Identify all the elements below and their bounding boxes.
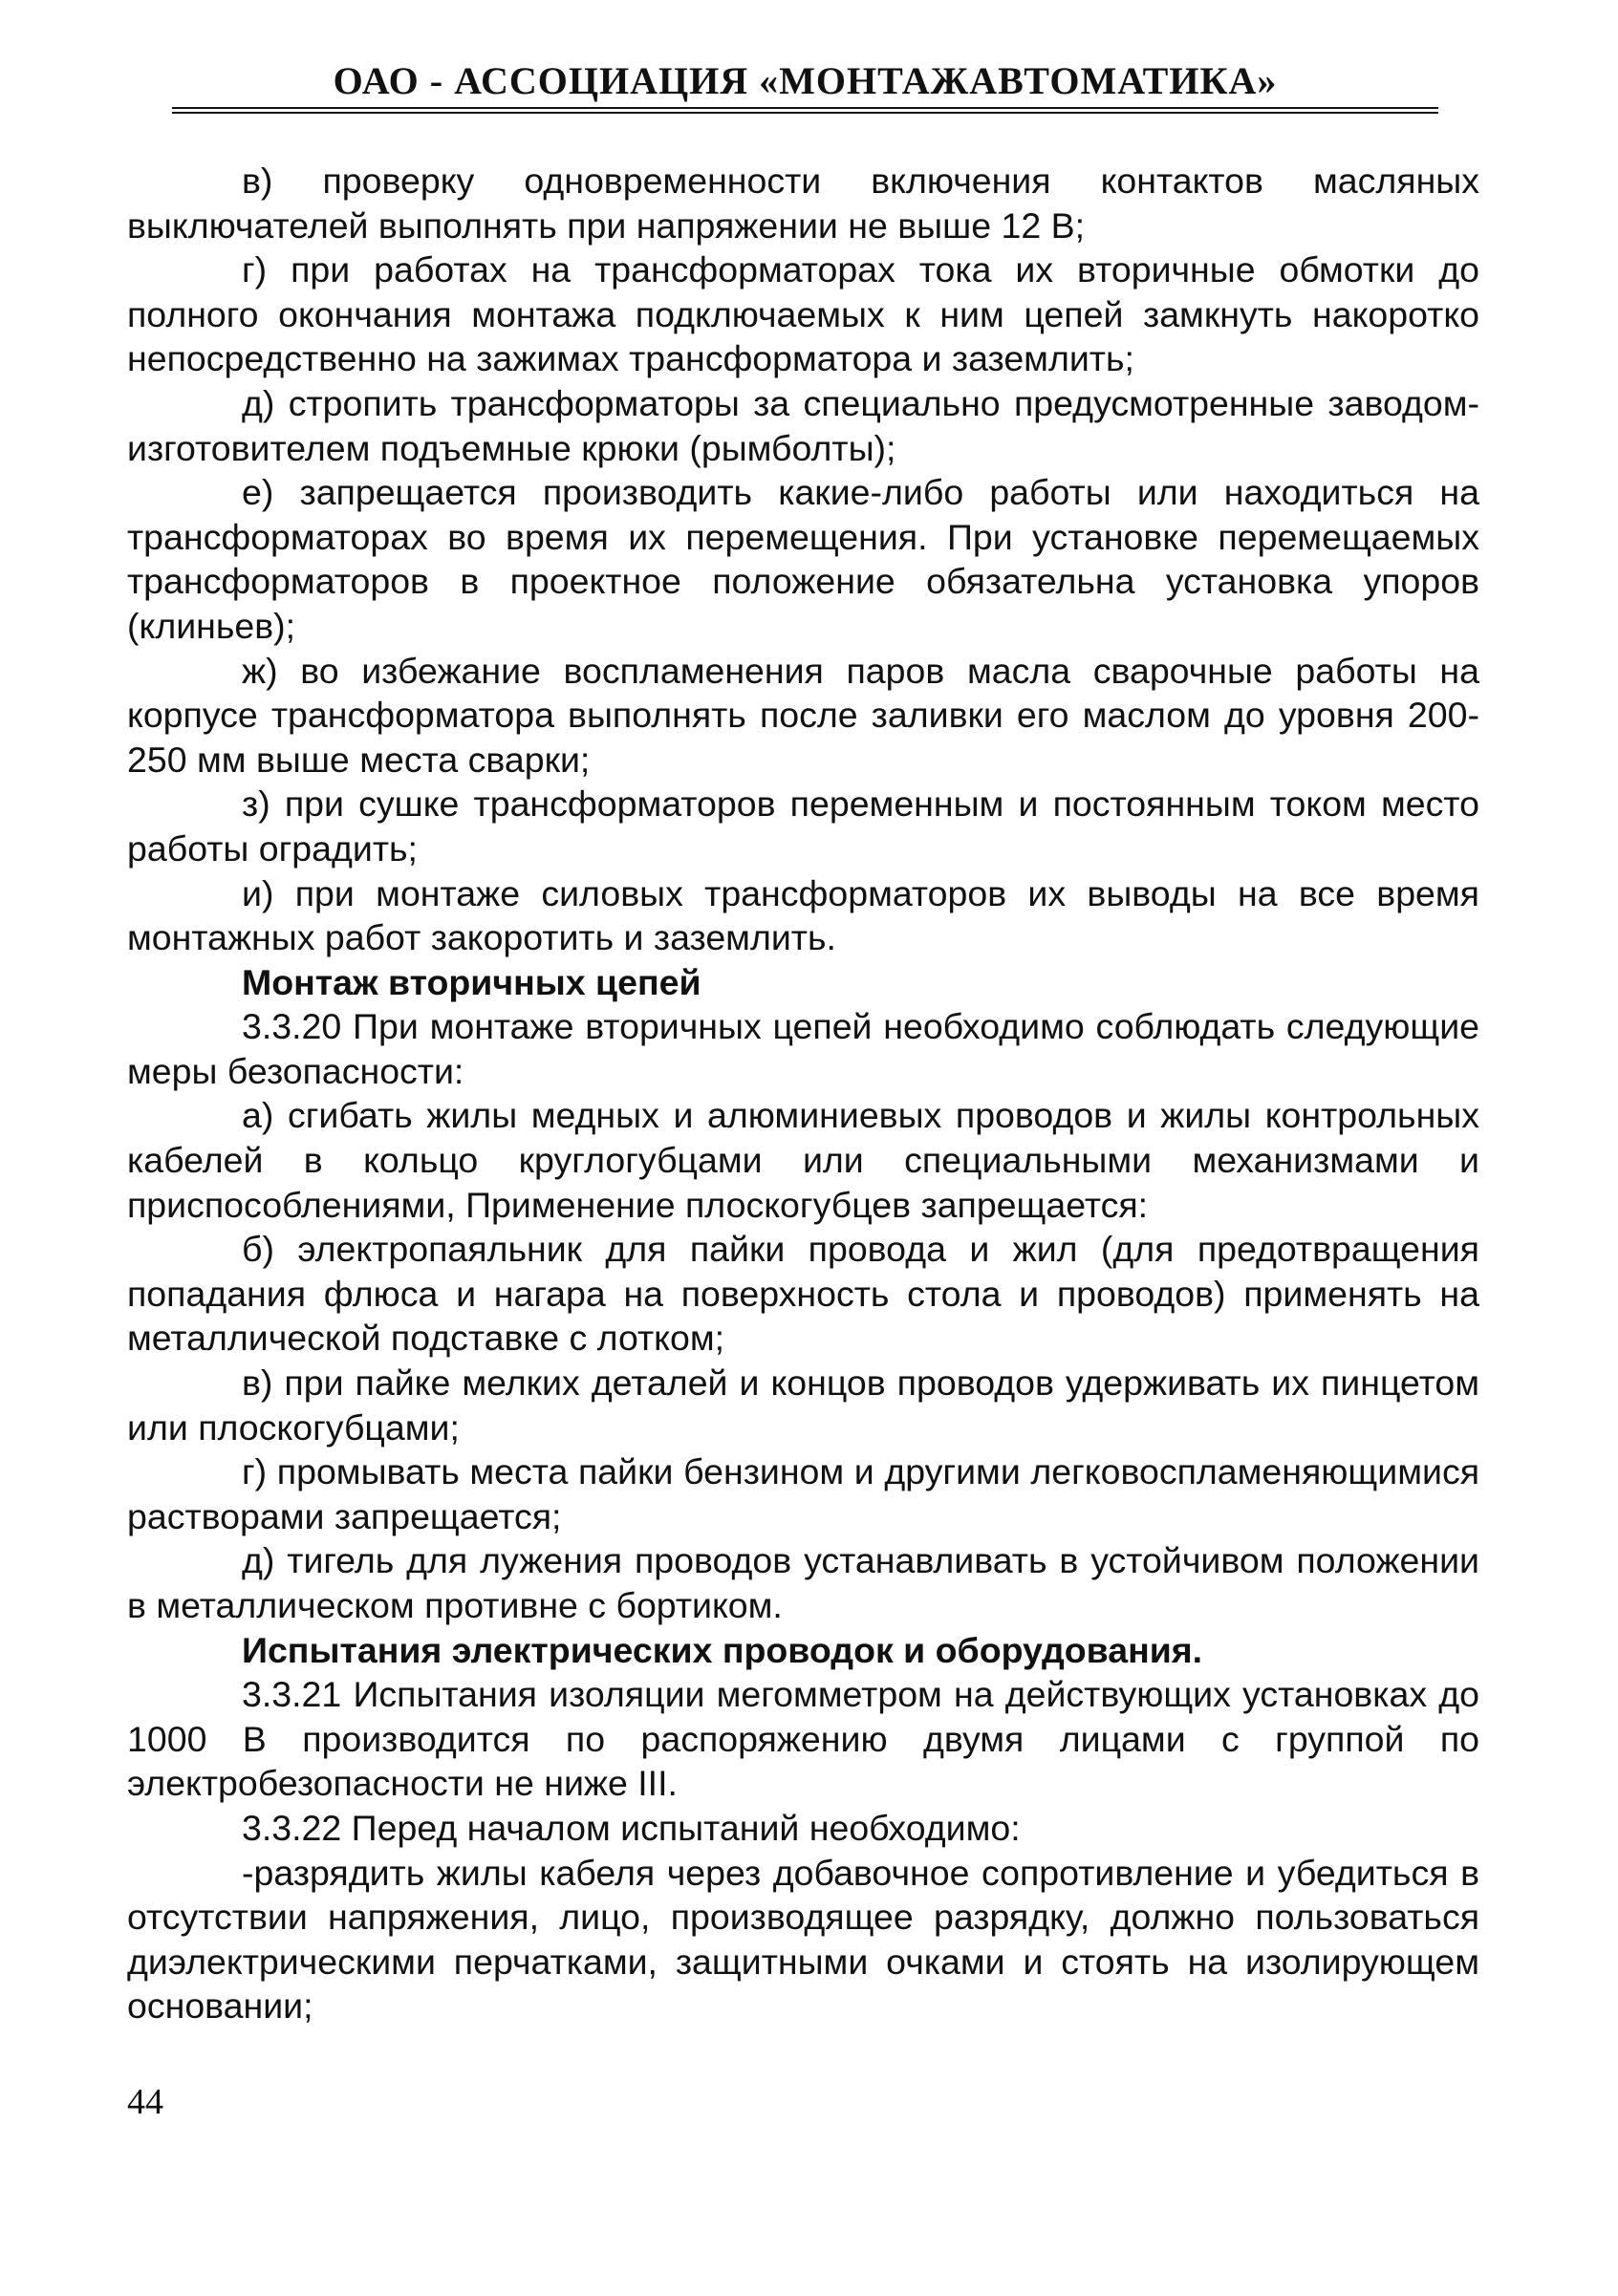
header-rule (172, 107, 1438, 114)
paragraph: 3.3.22 Перед началом испытаний необходимо: (242, 1807, 1021, 1848)
paragraph: е) запрещается производить какие-либо работы или находиться на трансформаторах во время их перемещения. При установке перемещаемых трансформаторов в проектное положение обязательна установка упоров (клиньев); (127, 472, 1479, 646)
paragraph: г) промывать места пайки бензином и другими легковоспламеняющимися растворами запрещается; (127, 1451, 1479, 1536)
header-title: ОАО - АССОЦИАЦИЯ «МОНТАЖАВТОМАТИКА» (333, 59, 1278, 102)
paragraph: и) при монтаже силовых трансформаторов их выводы на все время монтажных работ закоротить и заземлить. (127, 872, 1479, 958)
section-heading: Монтаж вторичных цепей (242, 961, 701, 1002)
paragraph: ж) во избежание воспламенения паров масла сварочные работы на корпусе трансформатора выполнять после заливки его маслом до уровня 200-250 мм выше места сварки; (127, 650, 1479, 780)
page-header (172, 59, 1438, 114)
paragraph: а) сгибать жилы медных и алюминиевых проводов и жилы контрольных кабелей в кольцо круглогубцами или специальными механизмами и приспособлениями, Применение плоскогубцев запрещается: (127, 1095, 1479, 1225)
paragraph: г) при работах на трансформаторах тока их вторичные обмотки до полного окончания монтажа подключаемых к ним цепей замкнуть накоротко непосредственно на зажимах трансформатора и заземлить; (127, 249, 1479, 379)
paragraph: 3.3.21 Испытания изоляции мегомметром на действующих установках до 1000 В производится по распоряжению двумя лицами с группой по электробезопасности не ниже III. (127, 1674, 1479, 1804)
paragraph: з) при сушке трансформаторов переменным и постоянным током место работы оградить; (127, 783, 1479, 869)
document-body (127, 159, 1479, 2028)
paragraph: в) проверку одновременности включения контактов масляных выключателей выполнять при напряжении не выше 12 В; (127, 161, 1479, 246)
paragraph: д) тигель для лужения проводов устанавливать в устойчивом положении в металлическом противне с бортиком. (127, 1540, 1479, 1625)
paragraph: б) электропаяльник для пайки провода и жил (для предотвращения попадания флюса и нагара на поверхность стола и проводов) применять на металлической подставке с лотком; (127, 1229, 1479, 1359)
section-heading: Испытания электрических проводок и оборудования. (242, 1629, 1203, 1670)
paragraph: 3.3.20 При монтаже вторичных цепей необходимо соблюдать следующие меры безопасности: (127, 1006, 1479, 1091)
paragraph: д) стропить трансформаторы за специально предусмотренные заводом-изготовителем подъемные крюки (рымболты); (127, 382, 1479, 468)
paragraph: -разрядить жилы кабеля через добавочное сопротивление и убедиться в отсутствии напряжения, лицо, производящее разрядку, должно пользоваться диэлектрическими перчатками, защитными очками и стоять на изолирующем основании; (127, 1852, 1479, 2027)
paragraph: в) при пайке мелких деталей и концов проводов удерживать их пинцетом или плоскогубцами; (127, 1363, 1479, 1448)
page-number: 44 (127, 2082, 163, 2122)
